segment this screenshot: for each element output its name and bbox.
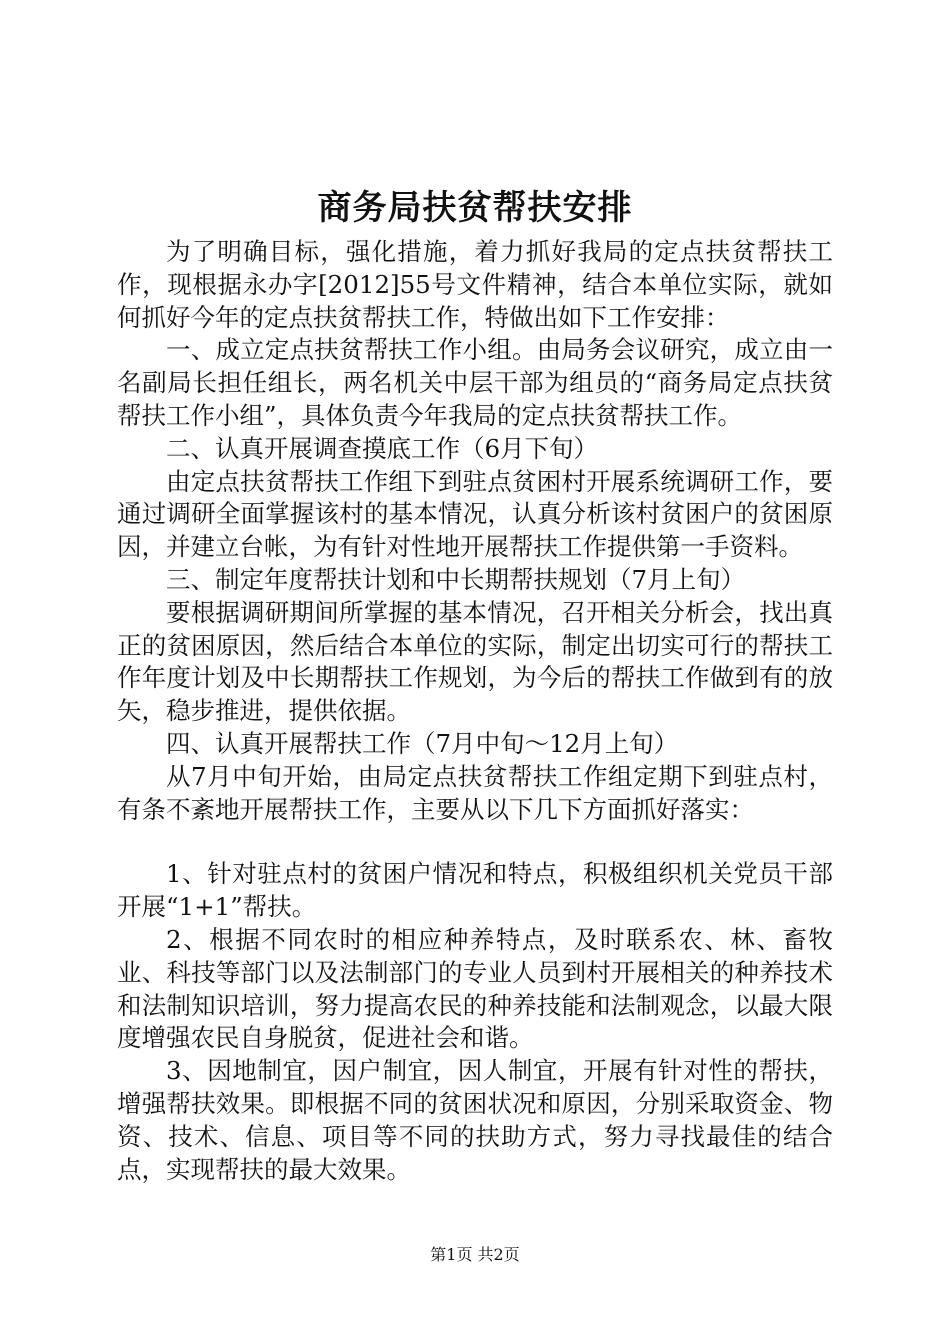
- list-item-1: 1、针对驻点村的贫困户情况和特点，积极组织机关党员干部开展“1+1”帮扶。: [117, 859, 833, 922]
- section-4-paragraph: 从7月中旬开始，由局定点扶贫帮扶工作组定期下到驻点村，有条不紊地开展帮扶工作，主要从以下几下方面抓好落实：: [117, 761, 833, 824]
- list-item-2: 2、根据不同农时的相应种养特点，及时联系农、林、畜牧业、科技等部门以及法制部门的专业人员到村开展相关的种养技术和法制知识培训，努力提高农民的种养技能和法制观念，以最大限度增强农民自身脱贫，促进社会和谐。: [117, 924, 833, 1053]
- list-item-3: 3、因地制宜，因户制宜，因人制宜，开展有针对性的帮扶，增强帮扶效果。即根据不同的贫困状况和原因，分别采取资金、物资、技术、信息、项目等不同的扶助方式，努力寻找最佳的结合点，实现帮扶的最大效果。: [117, 1056, 833, 1184]
- section-3-heading: 三、制定年度帮扶计划和中长期帮扶规划（7月上旬）: [166, 564, 746, 594]
- page-number-footer: 第1页 共2页: [430, 1245, 520, 1264]
- section-3-paragraph: 要根据调研期间所掌握的基本情况，召开相关分析会，找出真正的贫困原因，然后结合本单位的实际，制定出切实可行的帮扶工作年度计划及中长期帮扶工作规划，为今后的帮扶工作做到有的放矢，稳步推进，提供依据。: [117, 597, 833, 726]
- section-2-heading: 二、认真开展调查摸底工作（6月下旬）: [166, 433, 599, 463]
- intro-paragraph: 为了明确目标，强化措施，着力抓好我局的定点扶贫帮扶工作，现根据永办字[2012]55号文件精神，结合本单位实际，就如何抓好今年的定点扶贫帮扶工作，特做出如下工作安排：: [117, 237, 833, 332]
- document-body: [117, 236, 833, 1186]
- section-4-heading: 四、认真开展帮扶工作（7月中旬～12月上旬）: [166, 728, 679, 758]
- document-title: 商务局扶贫帮扶安排: [317, 188, 633, 228]
- section-1-paragraph: 一、成立定点扶贫帮扶工作小组。由局务会议研究，成立由一名副局长担任组长，两名机关中层干部为组员的“商务局定点扶贫帮扶工作小组”，具体负责今年我局的定点扶贫帮扶工作。: [117, 335, 833, 430]
- section-2-paragraph: 由定点扶贫帮扶工作组下到驻点贫困村开展系统调研工作，要通过调研全面掌握该村的基本情况，认真分析该村贫困户的贫困原因，并建立台帐，为有针对性地开展帮扶工作提供第一手资料。: [117, 466, 833, 562]
